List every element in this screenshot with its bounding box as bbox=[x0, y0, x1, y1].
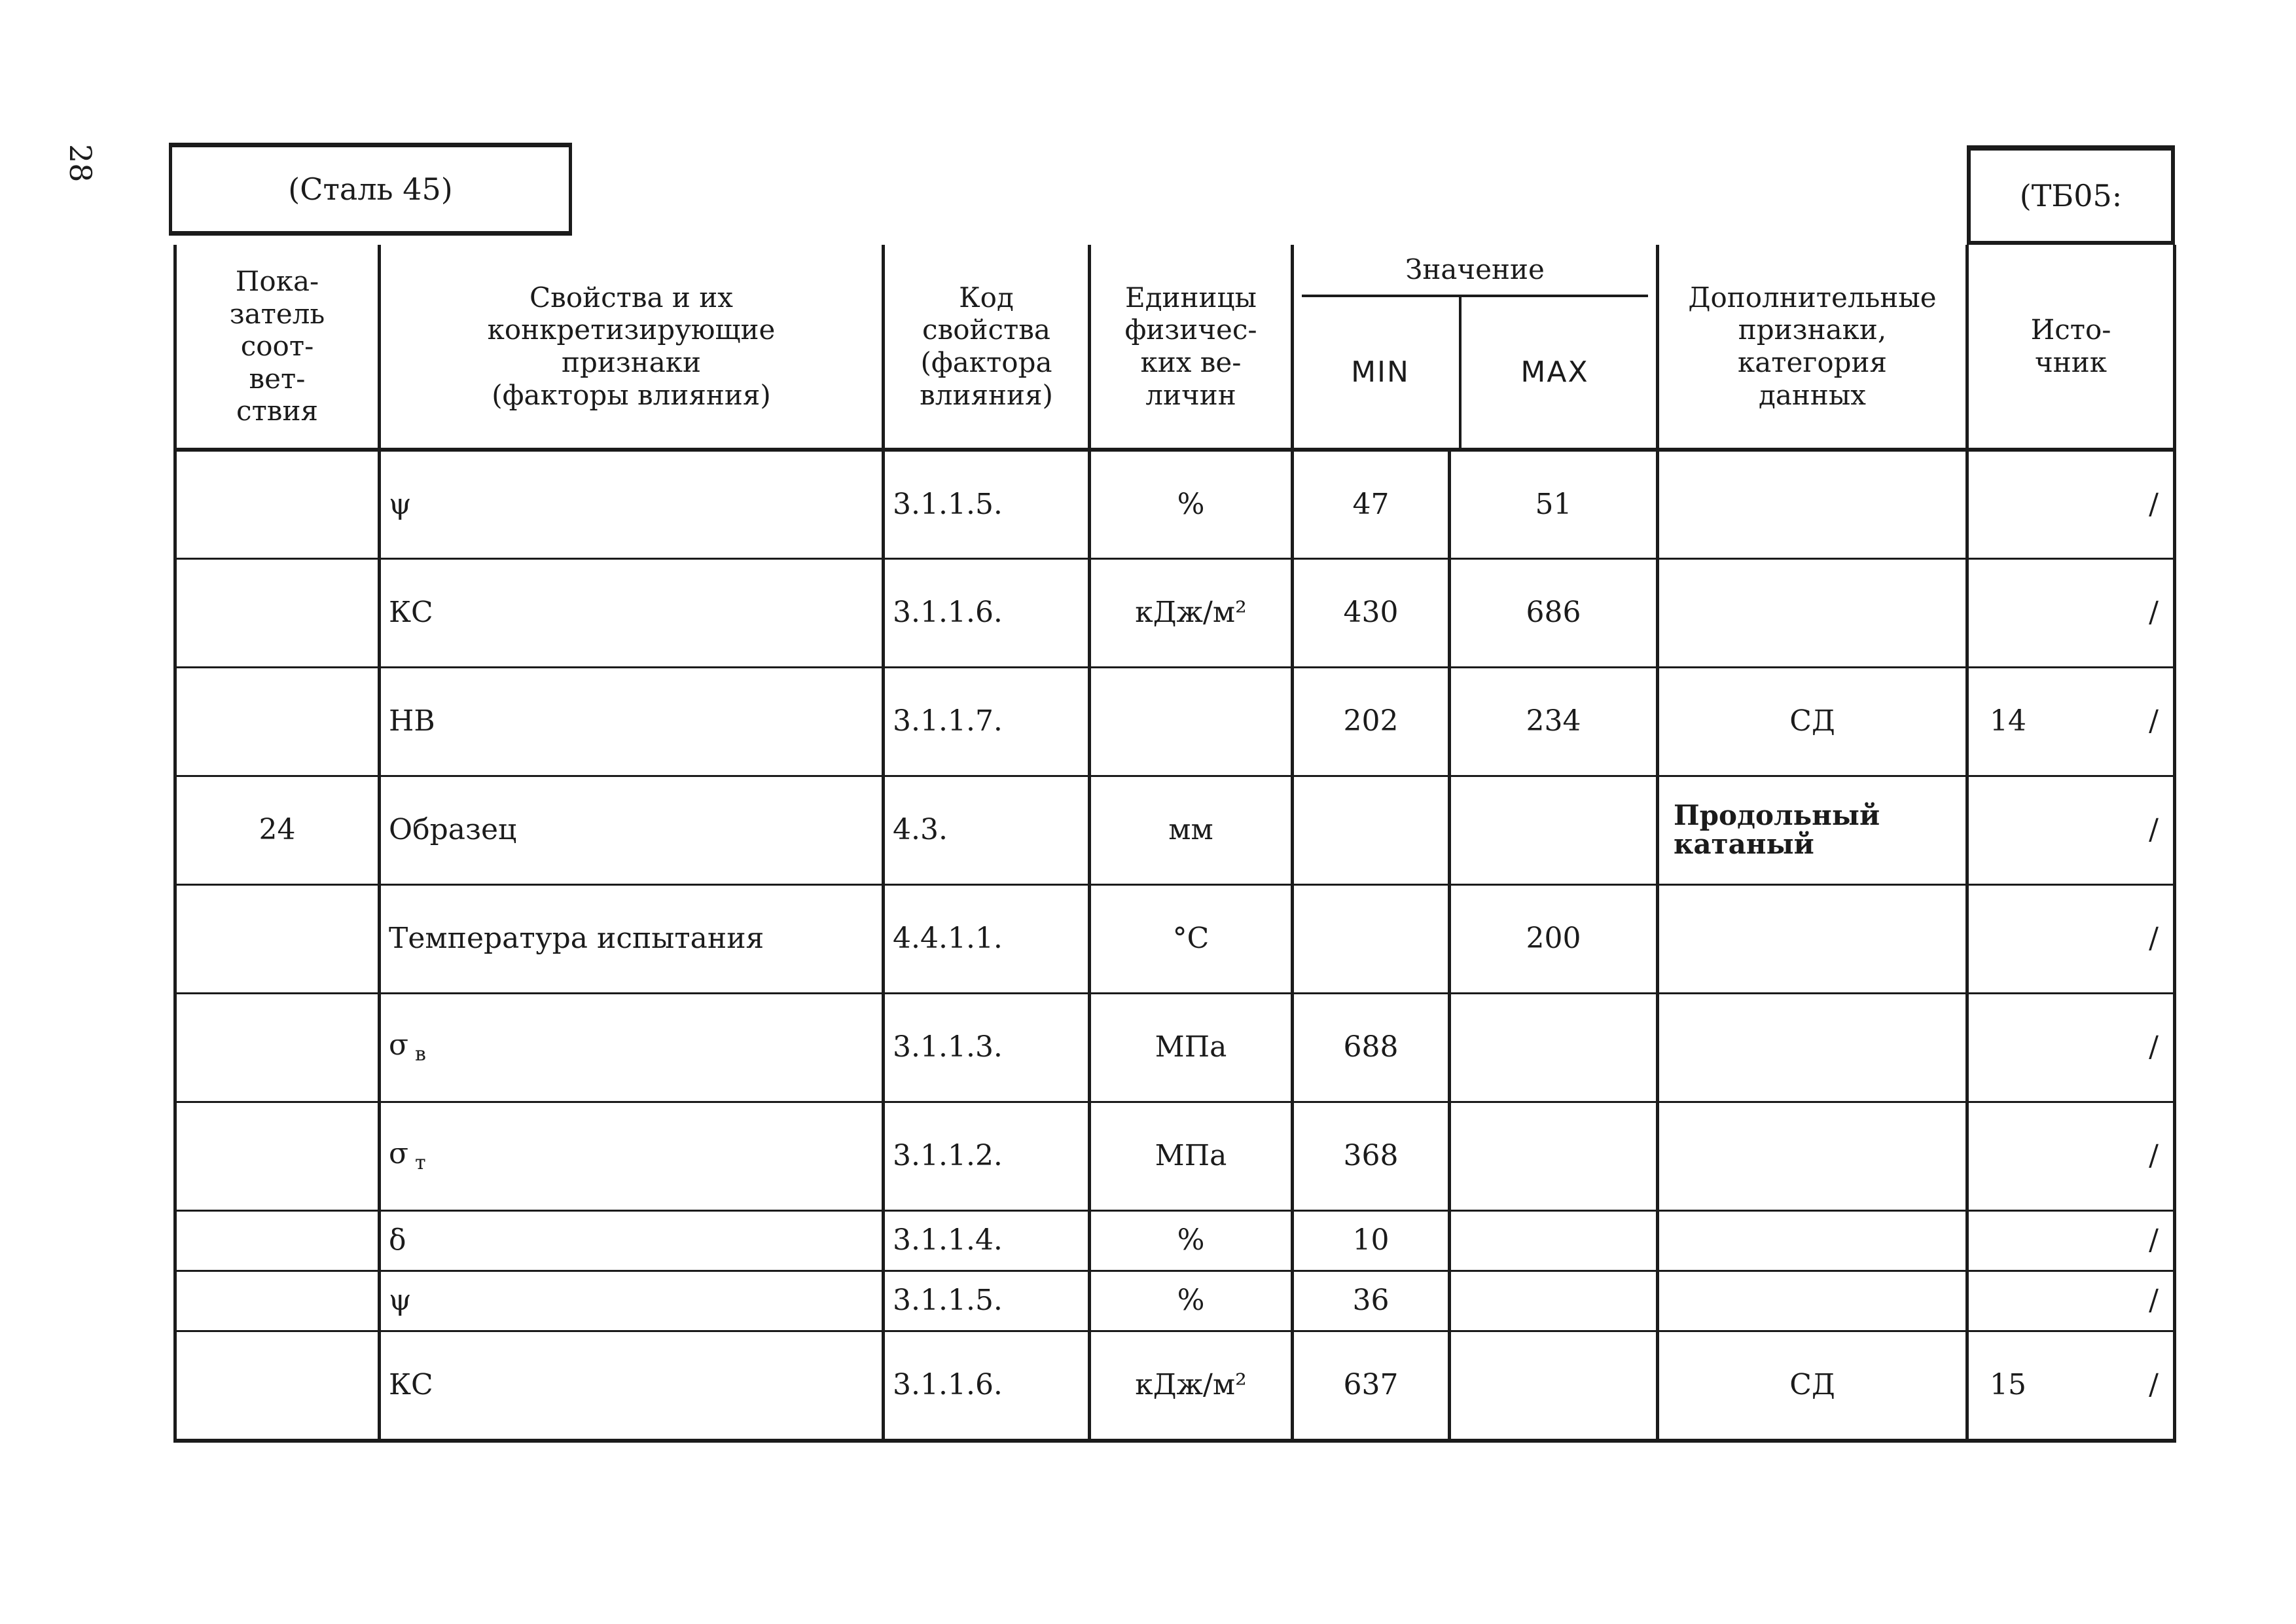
cell-source bbox=[1967, 450, 2175, 558]
cell-code: 3.1.1.4. bbox=[884, 1210, 1090, 1271]
cell-property bbox=[380, 993, 884, 1102]
table-row bbox=[175, 1102, 2175, 1210]
property-text: КС bbox=[389, 595, 433, 629]
source-slash: / bbox=[2149, 1368, 2159, 1402]
cell-max bbox=[1450, 776, 1658, 884]
cell-property bbox=[380, 667, 884, 776]
cell-indicator: 24 bbox=[175, 776, 380, 884]
cell-units: % bbox=[1090, 450, 1293, 558]
cell-code: 3.1.1.5. bbox=[884, 1271, 1090, 1331]
cell-units: кДж/м² bbox=[1090, 558, 1293, 667]
cell-indicator bbox=[175, 450, 380, 558]
cell-min: 36 bbox=[1293, 1271, 1450, 1331]
cell-max: 686 bbox=[1450, 558, 1658, 667]
cell-property bbox=[380, 884, 884, 993]
cell-code: 3.1.1.2. bbox=[884, 1102, 1090, 1210]
cell-code: 4.4.1.1. bbox=[884, 884, 1090, 993]
header-property-text: Свойства и их конкретизирующие признаки (факторы влияния) bbox=[487, 281, 776, 411]
table-row bbox=[175, 776, 2175, 884]
cell-units: МПа bbox=[1090, 1102, 1293, 1210]
cell-code: 3.1.1.5. bbox=[884, 450, 1090, 558]
cell-min: 637 bbox=[1293, 1331, 1450, 1441]
cell-source bbox=[1967, 993, 2175, 1102]
cell-extra bbox=[1658, 884, 1967, 993]
cell-property bbox=[380, 558, 884, 667]
cell-source bbox=[1967, 1331, 2175, 1441]
table-row bbox=[175, 1331, 2175, 1441]
cell-max bbox=[1450, 1210, 1658, 1271]
cell-extra bbox=[1658, 667, 1967, 776]
cell-max: 234 bbox=[1450, 667, 1658, 776]
table-row bbox=[175, 1210, 2175, 1271]
cell-property bbox=[380, 1102, 884, 1210]
cell-indicator bbox=[175, 1102, 380, 1210]
property-text: НВ bbox=[389, 704, 435, 738]
header-property bbox=[380, 245, 884, 450]
cell-source bbox=[1967, 1271, 2175, 1331]
cell-source bbox=[1967, 1102, 2175, 1210]
cell-units: мм bbox=[1090, 776, 1293, 884]
source-slash: / bbox=[2149, 1223, 2159, 1257]
table-row bbox=[175, 558, 2175, 667]
source-slash: / bbox=[2149, 921, 2159, 955]
cell-min: 47 bbox=[1293, 450, 1450, 558]
source-slash: / bbox=[2149, 704, 2159, 738]
cell-extra bbox=[1658, 450, 1967, 558]
header-indicator-text: Пока- затель соот- вет- ствия bbox=[229, 265, 325, 427]
cell-min: 368 bbox=[1293, 1102, 1450, 1210]
cell-code: 3.1.1.6. bbox=[884, 558, 1090, 667]
table-row bbox=[175, 667, 2175, 776]
cell-extra bbox=[1658, 993, 1967, 1102]
cell-min bbox=[1293, 884, 1450, 993]
header-value-cols bbox=[1302, 297, 1648, 448]
cell-units: МПа bbox=[1090, 993, 1293, 1102]
cell-units bbox=[1090, 667, 1293, 776]
property-text: ψ bbox=[389, 1283, 412, 1317]
header-max: MAX bbox=[1459, 297, 1648, 448]
cell-min: 688 bbox=[1293, 993, 1450, 1102]
header-code-text: Код свойства (фактора влияния) bbox=[920, 281, 1053, 411]
cell-min: 430 bbox=[1293, 558, 1450, 667]
property-subscript: в bbox=[415, 1043, 426, 1066]
table-row bbox=[175, 1271, 2175, 1331]
cell-extra bbox=[1658, 1331, 1967, 1441]
cell-max: 200 bbox=[1450, 884, 1658, 993]
cell-units: °С bbox=[1090, 884, 1293, 993]
cell-code: 4.3. bbox=[884, 776, 1090, 884]
source-slash: / bbox=[2149, 1030, 2159, 1064]
source-slash: / bbox=[2149, 595, 2159, 629]
cell-min bbox=[1293, 776, 1450, 884]
cell-source bbox=[1967, 776, 2175, 884]
cell-property bbox=[380, 776, 884, 884]
header-source bbox=[1967, 245, 2175, 450]
cell-indicator bbox=[175, 667, 380, 776]
cell-property bbox=[380, 1210, 884, 1271]
header-extra-text: Дополнительные признаки, категория данных bbox=[1688, 281, 1937, 411]
cell-property bbox=[380, 1271, 884, 1331]
cell-units: % bbox=[1090, 1271, 1293, 1331]
header-value-wrap bbox=[1302, 245, 1648, 448]
property-text: Образец bbox=[389, 812, 517, 846]
header-code bbox=[884, 245, 1090, 450]
source-slash: / bbox=[2149, 812, 2159, 846]
cell-indicator bbox=[175, 558, 380, 667]
cell-max bbox=[1450, 993, 1658, 1102]
cell-property bbox=[380, 450, 884, 558]
property-text: КС bbox=[389, 1368, 433, 1402]
property-text: σ bbox=[389, 1028, 409, 1062]
header-source-text: Исто- чник bbox=[2030, 314, 2111, 378]
cell-units: кДж/м² bbox=[1090, 1331, 1293, 1441]
header-value-title: Значение bbox=[1302, 245, 1648, 297]
cell-units: % bbox=[1090, 1210, 1293, 1271]
table-body bbox=[175, 450, 2175, 1441]
cell-indicator bbox=[175, 993, 380, 1102]
cell-code: 3.1.1.6. bbox=[884, 1331, 1090, 1441]
source-number: 14 bbox=[1990, 704, 2026, 738]
property-subscript: т bbox=[415, 1151, 426, 1175]
cell-max bbox=[1450, 1102, 1658, 1210]
property-text: ψ bbox=[389, 487, 412, 521]
header-min: MIN bbox=[1351, 355, 1410, 389]
cell-source bbox=[1967, 667, 2175, 776]
cell-indicator bbox=[175, 1210, 380, 1271]
cell-extra bbox=[1658, 1102, 1967, 1210]
cell-source bbox=[1967, 1210, 2175, 1271]
extra-text: СД bbox=[1789, 704, 1835, 738]
header-value bbox=[1293, 245, 1658, 450]
cell-min: 10 bbox=[1293, 1210, 1450, 1271]
table-row bbox=[175, 450, 2175, 558]
cell-indicator bbox=[175, 1331, 380, 1441]
cell-extra bbox=[1658, 1210, 1967, 1271]
header-extra bbox=[1658, 245, 1967, 450]
cell-code: 3.1.1.3. bbox=[884, 993, 1090, 1102]
properties-table bbox=[173, 245, 2176, 1443]
cell-extra bbox=[1658, 558, 1967, 667]
table-row bbox=[175, 884, 2175, 993]
table-row bbox=[175, 993, 2175, 1102]
header-indicator bbox=[175, 245, 380, 450]
header-units bbox=[1090, 245, 1293, 450]
extra-text: Продольный катаный bbox=[1674, 799, 1880, 860]
material-title: (Сталь 45) bbox=[169, 143, 572, 236]
source-slash: / bbox=[2149, 1138, 2159, 1172]
property-text: Температура испытания bbox=[389, 921, 764, 955]
cell-source bbox=[1967, 884, 2175, 993]
cell-min: 202 bbox=[1293, 667, 1450, 776]
header-units-text: Единицы физичес- ких ве- личин bbox=[1124, 281, 1257, 411]
cell-max bbox=[1450, 1331, 1658, 1441]
cell-indicator bbox=[175, 1271, 380, 1331]
cell-extra bbox=[1658, 1271, 1967, 1331]
property-text: σ bbox=[389, 1136, 409, 1170]
source-number: 15 bbox=[1990, 1368, 2026, 1402]
cell-indicator bbox=[175, 884, 380, 993]
extra-text: СД bbox=[1789, 1368, 1835, 1402]
table-code: (ТБ05: bbox=[1967, 145, 2175, 245]
source-slash: / bbox=[2149, 1283, 2159, 1317]
cell-max: 51 bbox=[1450, 450, 1658, 558]
property-text: δ bbox=[389, 1223, 406, 1257]
cell-extra bbox=[1658, 776, 1967, 884]
table-header-row bbox=[175, 245, 2175, 450]
cell-property bbox=[380, 1331, 884, 1441]
page-number: 28 bbox=[63, 144, 98, 183]
source-slash: / bbox=[2149, 487, 2159, 521]
cell-code: 3.1.1.7. bbox=[884, 667, 1090, 776]
cell-source bbox=[1967, 558, 2175, 667]
cell-max bbox=[1450, 1271, 1658, 1331]
